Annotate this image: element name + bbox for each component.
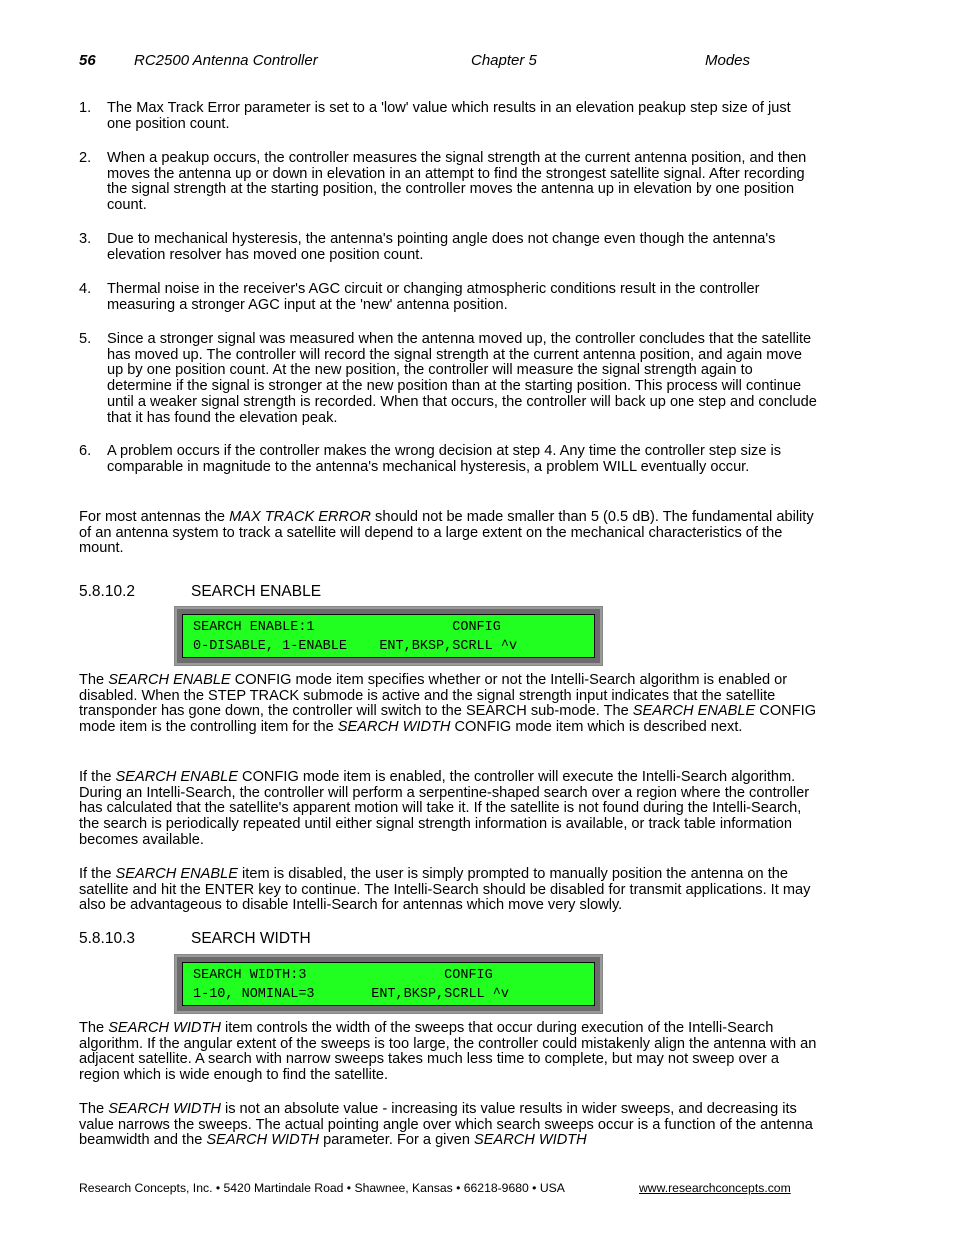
text-run-italic: SEARCH WIDTH: [206, 1132, 320, 1149]
list-number: 5.: [79, 331, 92, 347]
lcd-screen: [182, 614, 595, 658]
text-run: item controls the width of the sweeps that occur during execution of the Intelli-Search algorithm. If the angular extent of the sweeps is too large, the controller could mistakenly align the antenna with an adjacent satellite. A search with narrow sweeps takes much less time to complete, but may not sweep over a region which is wide enough to find the satellite.: [79, 1020, 817, 1084]
chapter-label: Chapter 5: [471, 52, 537, 69]
paragraph-search-enable-3: [79, 867, 819, 914]
list-text: The Max Track Error parameter is set to a 'low' value which results in an elevation peakup step size of just one position count.: [107, 100, 791, 132]
text-run-italic: SEARCH ENABLE: [115, 769, 238, 785]
paragraph-search-width-1: [79, 1021, 819, 1084]
text-run: If the: [79, 866, 116, 882]
lcd-bezel: [177, 957, 600, 1011]
list-number: 4.: [79, 281, 92, 297]
text-run-italic: SEARCH ENABLE: [115, 866, 238, 882]
text-run-italic: SEARCH WIDTH: [474, 1132, 587, 1149]
lcd-line-1: SEARCH WIDTH:3 CONFIG: [193, 968, 493, 983]
lcd-line-2: 0-DISABLE, 1-ENABLE ENT,BKSP,SCRLL ^v: [193, 639, 518, 654]
footer-address: Research Concepts, Inc. • 5420 Martindale Road • Shawnee, Kansas • 66218-9680 • USA: [79, 1181, 565, 1195]
paragraph-search-width-2: [79, 1102, 819, 1149]
text-run: For most antennas the: [79, 509, 230, 525]
section-title: SEARCH ENABLE: [191, 583, 322, 600]
text-run-italic: SEARCH ENABLE: [108, 672, 231, 688]
text-run: parameter. For a given: [319, 1132, 475, 1149]
page-number: 56: [79, 52, 96, 69]
text-run-italic: MAX TRACK ERROR: [229, 509, 371, 525]
lcd-display-search-enable: [174, 606, 603, 666]
text-run: The: [79, 672, 109, 688]
section-title: SEARCH WIDTH: [191, 930, 311, 947]
text-run: The: [79, 1020, 109, 1036]
list-number: 1.: [79, 100, 92, 116]
text-run-italic: SEARCH WIDTH: [337, 719, 451, 736]
lcd-line-2: 1-10, NOMINAL=3 ENT,BKSP,SCRLL ^v: [193, 987, 509, 1002]
text-run: CONFIG mode item is enabled, the controller will execute the Intelli-Search algorithm. During an Intelli-Search, the controller will perform a serpentine-shaped search over a region where the controller has calculated that the satellite's apparent motion will take it. If the satellite is not found during the Intelli-Search, the search is periodically repeated until either signal strength information is available, or track table information becomes available.: [79, 769, 810, 848]
list-text: When a peakup occurs, the controller measures the signal strength at the current antenna position, and then moves the antenna up or down in elevation in an attempt to find the strongest satellite signal. After recording the signal strength at the starting position, the controller moves the antenna up in elevation by one position count.: [107, 150, 807, 214]
text-run-italic: SEARCH WIDTH: [108, 1101, 221, 1117]
text-run: CONFIG mode item specifies whether or not the Intelli-Search algorithm is enabled or disabled. When the STEP TRACK submode is active and the signal strength input indicates that the satellite transponder has gone down, the controller will switch to the SEARCH sub-mode. The: [79, 672, 788, 720]
text-run: CONFIG mode item is the controlling item for the: [79, 703, 817, 736]
text-run-italic: SEARCH ENABLE: [632, 703, 756, 720]
text-run: If the: [79, 769, 116, 785]
lcd-screen: [182, 962, 595, 1006]
section-number: 5.8.10.2: [79, 583, 136, 600]
section-number: 5.8.10.3: [79, 930, 136, 947]
lcd-bezel: [177, 609, 600, 663]
footer-website-link[interactable]: www.researchconcepts.com: [639, 1181, 791, 1195]
list-text: Since a stronger signal was measured when the antenna moved up, the controller concludes that the satellite has moved up. The controller will record the signal strength at the current antenna position, and again move up by one position count. At the new position, the controller will measure the signal strength again to determine if the signal is stronger at the new position than at the starting position. This process will continue until a weaker signal strength is recorded. When that occurs, the controller will back up one step and conclude that it has found the elevation peak.: [107, 331, 817, 426]
list-text: Thermal noise in the receiver's AGC circuit or changing atmospheric conditions result in the controller measuring a stronger AGC input at the 'new' antenna position.: [107, 281, 760, 313]
page-header: [0, 52, 954, 70]
list-text: Due to mechanical hysteresis, the antenna's pointing angle does not change even though the antenna's elevation resolver has moved one position count.: [107, 231, 776, 263]
section-label: Modes: [705, 52, 751, 69]
text-run: is not an absolute value - increasing its value results in wider sweeps, and decreasing its value narrows the sweeps. The actual pointing angle over which search sweeps occur is a function of the antenna beamwidth and the: [79, 1101, 813, 1149]
text-run-italic: SEARCH WIDTH: [108, 1020, 221, 1036]
paragraph-search-enable-1: [79, 673, 819, 736]
lcd-display-search-width: [174, 954, 603, 1014]
list-number: 6.: [79, 443, 92, 459]
text-run: CONFIG mode item which is described next.: [450, 719, 743, 736]
document-title: RC2500 Antenna Controller: [134, 52, 318, 69]
list-text: A problem occurs if the controller makes the wrong decision at step 4. Any time the controller step size is comparable in magnitude to the antenna's mechanical hysteresis, a problem WILL eventually occur.: [107, 443, 782, 475]
list-number: 3.: [79, 231, 92, 247]
text-run: item is disabled, the user is simply prompted to manually position the antenna on the satellite and hit the ENTER key to continue. The Intelli-Search should be disabled for transmit applications. It may also be advantageous to disable Intelli-Search for antennas which move very slowly.: [79, 866, 811, 914]
paragraph-search-enable-2: [79, 770, 819, 849]
paragraph-max-track: [79, 510, 819, 557]
lcd-line-1: SEARCH ENABLE:1 CONFIG: [193, 620, 501, 635]
text-run: The: [79, 1101, 109, 1117]
text-run: should not be made smaller than 5 (0.5 dB). The fundamental ability of an antenna system to track a satellite will depend to a large extent on the mechanical characteristics of the mount.: [79, 509, 814, 557]
list-number: 2.: [79, 150, 92, 166]
